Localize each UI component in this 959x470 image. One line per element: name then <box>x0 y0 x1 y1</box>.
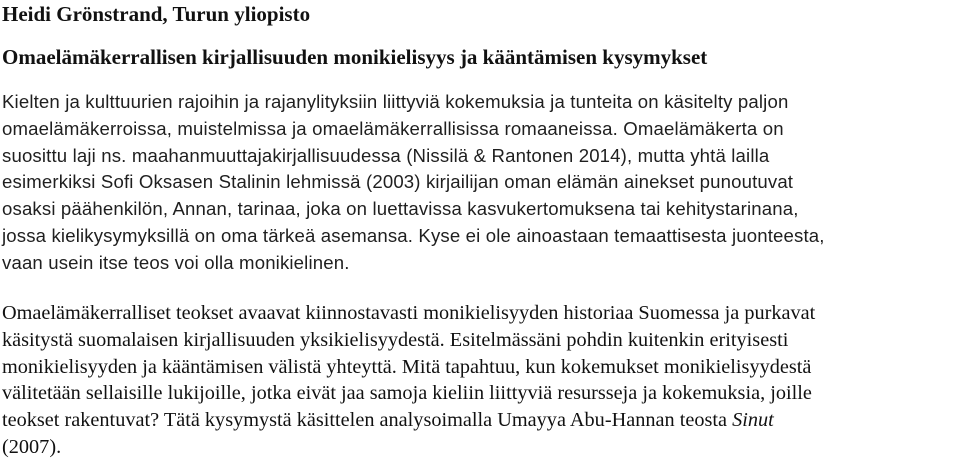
author-line: Heidi Grönstrand, Turun yliopisto <box>2 2 311 26</box>
paragraph-2-line: monikielisyyden ja kääntämisen välistä yhteyttä. Mitä tapahtuu, kun kokemukset monikielisyydestä <box>2 355 812 378</box>
book-title-italic: Sinut <box>732 409 774 432</box>
paragraph-2-line: Omaelämäkerralliset teokset avaavat kiinnostavasti monikielisyyden historiaa Suomessa ja purkavat <box>2 302 816 324</box>
paragraph-1-line: omaelämäkerroissa, muistelmissa ja omaelämäkerrallisissa romaaneissa. Omaelämäkerta on <box>2 117 784 139</box>
paragraph-2-last-line: (2007). <box>2 435 62 458</box>
paragraph-1-line: suosittu laji ns. maahanmuuttajakirjallisuudessa (Nissilä & Rantonen 2014), mutta yhtä lailla <box>2 144 770 166</box>
paragraph-2 <box>2 300 957 461</box>
paragraph-1-line: osaksi päähenkilön, Annan, tarinaa, joka on luettavissa kasvukertomuksena tai kehitystarinana, <box>2 198 799 220</box>
paragraph-2-line: välitetään sellaisille lukijoille, jotka eivät jaa samoja kieliin liittyviä resursseja ja kokemuksia, joille <box>2 382 812 405</box>
paragraph-2-line <box>2 407 957 434</box>
paragraph-2-line: käsitystä suomalaisen kirjallisuuden yksikielisyydestä. Esitelmässäni pohdin kuitenkin erityisesti <box>2 328 789 351</box>
paragraph-1-line: Kielten ja kulttuurien rajoihin ja rajanylityksiin liittyviä kokemuksia ja tunteita on käsitelty paljon <box>2 91 789 112</box>
paragraph-1-line: vaan usein itse teos voi olla monikielinen. <box>2 251 350 273</box>
paragraph-1 <box>2 89 957 277</box>
paragraph-1-line: jossa kielikysymyksillä on oma tärkeä asemansa. Kyse ei ole ainoastaan temaattisesta juonteesta, <box>2 224 825 246</box>
paragraph-2-line-text: teokset rakentuvat? Tätä kysymystä käsittelen analysoimalla Umayya Abu-Hannan teosta <box>2 409 733 432</box>
document-title: Omaelämäkerrallisen kirjallisuuden monikielisyys ja kääntämisen kysymykset <box>2 45 708 69</box>
paragraph-1-line: esimerkiksi Sofi Oksasen Stalinin lehmissä (2003) kirjailijan oman elämän ainekset punoutuvat <box>2 171 794 193</box>
